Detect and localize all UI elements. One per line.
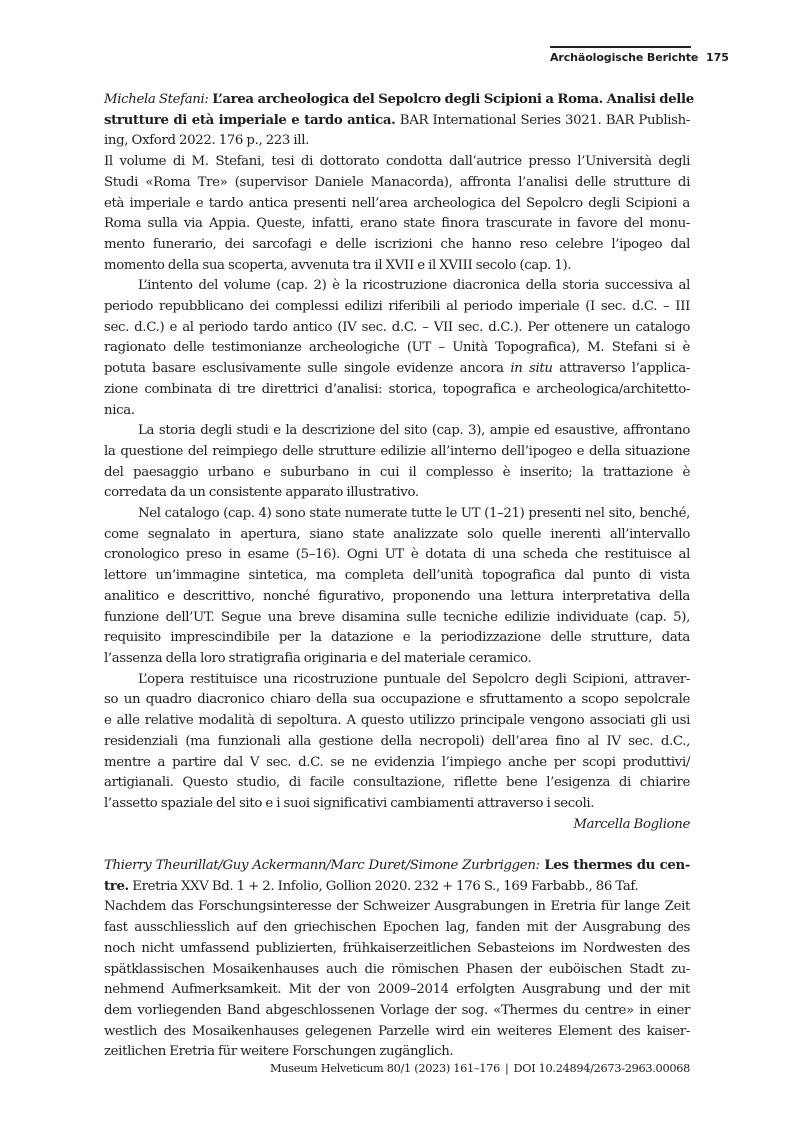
text-line: Studi «Roma Tre» (supervisor Daniele Manacorda), affronta l’analisi delle strutture di [104,174,690,190]
biblio-line [104,90,694,111]
text-line: dem vorliegenden Band abgeschlossenen Vorlage der sog. «Thermes du centre» in einer [104,1002,690,1018]
italic-term: in situ [510,361,553,377]
review-book-title: tre. [104,878,129,894]
text-line: analitico e descrittivo, nonché figurativo, proponendo una lettura interpretativa della [104,588,690,604]
text-line: fast ausschliesslich auf den griechischen Epochen lag, fanden mit der Ausgrabung des [104,920,690,936]
text-line: lettore un’immagine sintetica, ma completa dell’unità topografica dal punto di vista [104,568,690,584]
text-line: residenziali (ma funzionali alla gestione della necropoli) dell’area fino al IV sec. d.C., [104,733,690,749]
text-line: l’assetto spaziale del sito e i suoi significativi cambiamenti attraverso i secoli. [104,795,595,811]
text-line: mento funerario, dei sarcofagi e delle iscrizioni che hanno reso celebre l’ipogeo dal [104,236,690,252]
review-paragraph [104,897,690,1063]
text-line: come segnalato in apertura, siano state analizzate solo quelle inerenti all’intervallo [104,526,690,542]
text-line: noch nicht umfassend publizierten, frühkaiserzeitlichen Sebasteions im Nordwesten des [104,940,690,956]
review-paragraph [104,276,690,421]
bibliographic-entry [104,90,694,152]
text-line: Nel catalogo (cap. 4) sono state numerate tutte le UT (1–21) presenti nel sito, benché, [138,506,690,522]
review-authors: Thierry Theurillat/Guy Ackermann/Marc Duret/Simone Zurbriggen: [104,858,540,873]
text-line: La storia degli studi e la descrizione del sito (cap. 3), ampie ed esaustive, affrontano [138,423,690,439]
text-line: ragionato delle testimonianze archeologiche (UT – Unità Topografica), M. Stefani si è [104,340,690,356]
text-line: la questione del reimpiego delle strutture edilizie all’interno dell’ipogeo e della situazione [104,443,690,459]
text-line: artigianali. Questo studio, di facile consultazione, riflette bene l’esigenza di chiarire [104,775,690,791]
journal-citation: Museum Helveticum 80/1 (2023) 161–176 [269,1062,500,1075]
text-line: l’assenza della loro stratigrafia originaria e del materiale ceramico. [104,650,532,666]
text-line: so un quadro diacronico chiaro della sua occupazione e sfruttamento a scopo sepolcrale [104,692,690,708]
review-book-title: strutture di età imperiale e tardo antica. [104,112,396,128]
text-line: Il volume di M. Stefani, tesi di dottorato condotta dall’autrice presso l’Università degli [104,154,690,170]
biblio-line [104,111,690,132]
publication-details: ing, Oxford 2022. 176 p., 223 ill. [104,133,309,149]
review-paragraph [104,152,690,276]
text-line: nehmend Aufmerksamkeit. Mit der von 2009–2014 erfolgten Ausgrabung und der mit [104,982,690,998]
text-line: funzione dell’UT. Segue una breve disamina sulle tecniche edilizie individuate (cap. 5), [104,609,690,625]
text-line: mentre a partire dal V sec. d.C. se ne evidenzia l’impiego anche per scopi produttivi/ [104,754,690,770]
book-review [104,90,694,835]
section-title: Archäologische Berichte [550,51,699,64]
footer-separator: | [504,1062,509,1075]
text-line: Roma sulla via Appia. Queste, infatti, erano state finora trascurate in favore del monu- [104,216,690,232]
doi: DOI 10.24894/2673-2963.00068 [513,1062,690,1075]
review-authors: Michela Stefani: [104,92,209,107]
book-review [104,856,690,1063]
review-paragraph [104,504,690,670]
text-line: e alle relative modalità di sepoltura. A questo utilizzo principale vengono associati gli usi [104,713,690,729]
text-line: nica. [104,402,135,418]
text-line: corredata da un consistente apparato illustrativo. [104,485,419,501]
header-rule [550,46,691,48]
page-body [104,90,694,1063]
text-line: zeitlichen Eretria für weitere Forschungen zugänglich. [104,1044,454,1060]
text-line: spätklassischen Mosaikenhauses auch die römischen Phasen der euböischen Stadt zu- [104,961,690,977]
text-line: potuta basare esclusivamente sulle singole evidenze ancora in situ attraverso l’applica- [104,361,691,377]
biblio-line [104,131,690,152]
text-line: sec. d.C.) e al periodo tardo antico (IV sec. d.C. – VII sec. d.C.). Per ottenere un catalogo [104,319,690,335]
running-header [548,44,728,68]
review-paragraph [104,421,690,504]
page-footer [262,1062,690,1075]
review-paragraph [104,670,690,815]
text-line: requisito imprescindibile per la datazione e la periodizzazione delle strutture, data [104,630,690,646]
text-line: cronologico preso in esame (5–16). Ogni UT è dotata di una scheda che restituisce al [104,547,690,563]
text-line: del paesaggio urbano e suburbano in cui il complesso è inserito; la trattazione è [104,464,690,480]
publication-details: BAR International Series 3021. BAR Publish- [395,112,690,128]
text-line: momento della sua scoperta, avvenuta tra il XVII e il XVIII secolo (cap. 1). [104,257,572,273]
text-line: L’opera restituisce una ricostruzione puntuale del Sepolcro degli Scipioni, attraver- [138,671,690,687]
text-line: L’intento del volume (cap. 2) è la ricostruzione diacronica della storia successiva al [138,278,690,294]
text-line: Nachdem das Forschungsinteresse der Schweizer Ausgrabungen in Eretria für lange Zeit [104,899,690,915]
biblio-line [104,877,690,898]
publication-details: Eretria XXV Bd. 1 + 2. Infolio, Gollion 2020. 232 + 176 S., 169 Farbabb., 86 Taf. [128,878,639,894]
reviewer-signature: Marcella Boglione [573,816,690,832]
review-book-title: L’area archeologica del Sepolcro degli Scipioni a Roma. Analisi delle [208,92,694,107]
text-line: periodo repubblicano dei complessi edilizi riferibili al periodo imperiale (I sec. d.C. – III [104,299,690,315]
biblio-line [104,856,690,877]
review-book-title: Les thermes du cen- [539,858,691,873]
text-line: westlich des Mosaikenhauses gelegenen Parzelle wird ein weiteres Element des kaiser- [104,1023,690,1039]
text-line: zione combinata di tre direttrici d’analisi: storica, topografica e archeologica/architetto- [104,381,690,397]
page-number: 175 [706,51,729,64]
text-line: età imperiale e tardo antica presenti nell’area archeologica del Sepolcro degli Scipioni a [104,195,690,211]
bibliographic-entry [104,856,690,897]
